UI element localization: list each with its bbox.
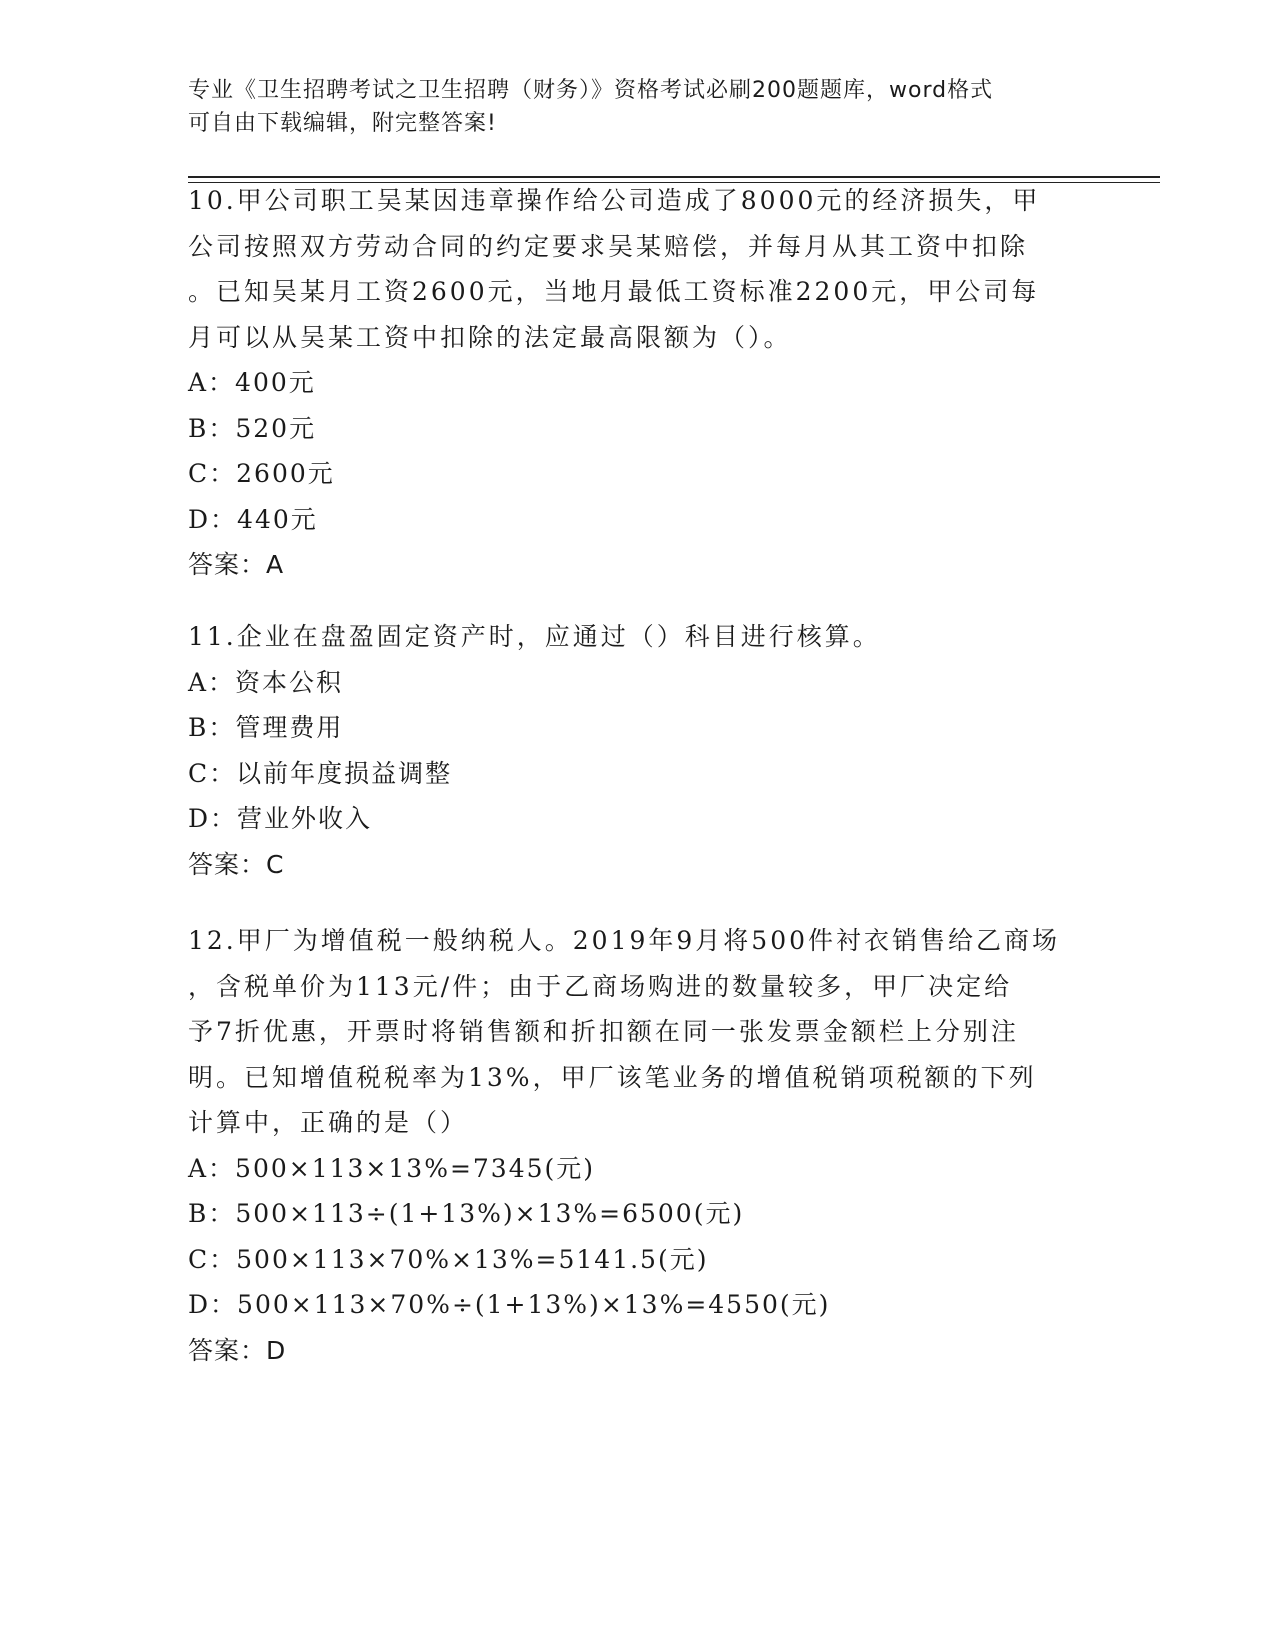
option-a: A：500×113×13%=7345(元) [188, 1153, 596, 1183]
answer-line: 答案：C [188, 849, 285, 879]
header-line-2: 可自由下载编辑，附完整答案! [188, 111, 497, 136]
answer-line: 答案：D [188, 1335, 287, 1365]
option-b: B：500×113÷(1+13%)×13%=6500(元) [188, 1199, 745, 1228]
stem-line: 11.企业在盘盈固定资产时，应通过（）科目进行核算。 [188, 622, 881, 651]
option-d: D：500×113×70%÷(1+13%)×13%=4550(元) [188, 1290, 831, 1319]
option-a: A：400元 [188, 368, 316, 397]
question-10 [188, 178, 1088, 588]
stem-line: 10.甲公司职工吴某因违章操作给公司造成了8000元的经济损失，甲 [188, 186, 1041, 215]
stem-line: 。已知吴某月工资2600元，当地月最低工资标准2200元，甲公司每 [188, 277, 1040, 306]
stem-line: 12.甲厂为增值税一般纳税人。2019年9月将500件衬衣销售给乙商场 [188, 926, 1061, 955]
option-b: B：管理费用 [188, 713, 344, 742]
question-stem [188, 178, 1088, 360]
stem-line: 明。已知增值税税率为13%，甲厂该笔业务的增值税销项税额的下列 [188, 1062, 1037, 1092]
header-line-1: 专业《卫生招聘考试之卫生招聘（财务）》资格考试必刷200题题库，word格式 [188, 78, 994, 103]
stem-line: ，含税单价为113元/件；由于乙商场购进的数量较多，甲厂决定给 [188, 971, 1013, 1001]
stem-line: 计算中，正确的是（） [188, 1108, 469, 1137]
option-d: D：营业外收入 [188, 804, 373, 833]
option-a: A：资本公积 [188, 667, 344, 697]
answer-line: 答案：A [188, 550, 285, 579]
document-header [188, 74, 1068, 140]
question-12 [188, 918, 1088, 1373]
stem-line: 予7折优惠，开票时将销售额和折扣额在同一张发票金额栏上分别注 [188, 1017, 1019, 1046]
option-c: C：以前年度损益调整 [188, 758, 453, 788]
question-stem [188, 918, 1088, 1146]
option-b: B：520元 [188, 413, 317, 443]
option-c: C：500×113×70%×13%=5141.5(元) [188, 1244, 709, 1274]
stem-line: 月可以从吴某工资中扣除的法定最高限额为（）。 [188, 322, 792, 352]
option-d: D：440元 [188, 504, 318, 534]
option-c: C：2600元 [188, 459, 335, 488]
question-stem [188, 614, 1088, 660]
stem-line: 公司按照双方劳动合同的约定要求吴某赔偿，并每月从其工资中扣除 [188, 231, 1029, 261]
question-11 [188, 614, 1088, 887]
